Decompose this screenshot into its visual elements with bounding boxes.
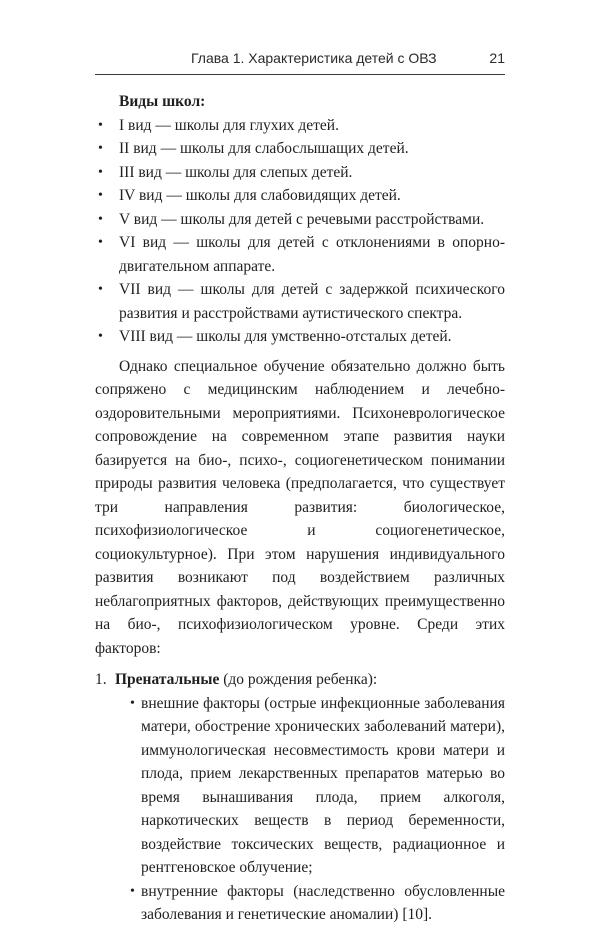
factor-title-rest: (до рождения ребенка): xyxy=(219,671,378,688)
list-item: • VII вид — школы для детей с задержкой психического развития и расстройствами аутистического спектра. xyxy=(95,278,505,325)
page-number: 21 xyxy=(489,50,505,66)
bullet-icon: • xyxy=(98,188,103,203)
list-item: • внутренние факторы (наследственно обусловленные заболевания и генетические аномалии) [10]. xyxy=(127,880,505,927)
bullet-icon: • xyxy=(98,117,103,133)
bullet-icon: • xyxy=(98,282,103,297)
bullet-icon: • xyxy=(98,235,103,250)
factor-section xyxy=(95,668,505,927)
factor-number: 1. xyxy=(95,671,107,688)
list-item: • внешние факторы (острые инфекционные заболевания матери, обострение хронических заболеваний матери), иммунологическая несовместимость крови матери и плода, прием лекарственных препаратов матерью во время вынашивания плода, прием алкоголя, наркотических веществ в период беременности, воздействие токсических веществ, радиационное и рентгеновское облучение; xyxy=(127,692,505,880)
body-paragraph: Однако специальное обучение обязательно должно быть сопряжено с медицинским наблюдением и лечебно-оздоровительными мероприятиями. Психоневрологическое сопровождение на современном этапе развития науки базируется на био-, психо-, социогенетическом понимании природы развития человека (предполагается, что существует три направления развития: биологическое, психофизиологическое и социогенетическое, социокультурное). При этом нарушения индивидуального развития возникают под воздействием различных неблагоприятных факторов, действующих преимущественно на био-, психофизиологическом уровне. Среди этих факторов: xyxy=(95,357,505,657)
school-types-heading: Виды школ: xyxy=(119,93,206,110)
bullet-icon: • xyxy=(98,329,103,344)
list-item: • VI вид — школы для детей с отклонениями в опорно-двигательном аппарате. xyxy=(95,231,505,278)
header-rule xyxy=(95,74,505,75)
bullet-icon: • xyxy=(130,695,135,711)
running-header xyxy=(95,44,505,74)
list-item: • IV вид — школы для слабовидящих детей. xyxy=(95,184,505,208)
list-item: • III вид — школы для слепых детей. xyxy=(95,161,505,185)
bullet-icon: • xyxy=(130,883,135,899)
school-types-list xyxy=(95,114,505,349)
bullet-icon: • xyxy=(98,141,103,156)
page-content xyxy=(95,90,505,927)
bullet-icon: • xyxy=(98,164,103,180)
list-item: • II вид — школы для слабослышащих детей. xyxy=(95,137,505,161)
factor-title xyxy=(95,668,505,692)
factor-list xyxy=(95,692,505,927)
running-title: Глава 1. Характеристика детей с ОВЗ xyxy=(191,50,437,66)
bullet-icon: • xyxy=(98,211,103,227)
list-item: • I вид — школы для глухих детей. xyxy=(95,114,505,138)
factor-title-bold: Пренатальные xyxy=(115,671,220,688)
list-item: • VIII вид — школы для умственно-отсталых детей. xyxy=(95,325,505,349)
list-item: • V вид — школы для детей с речевыми расстройствами. xyxy=(95,208,505,232)
